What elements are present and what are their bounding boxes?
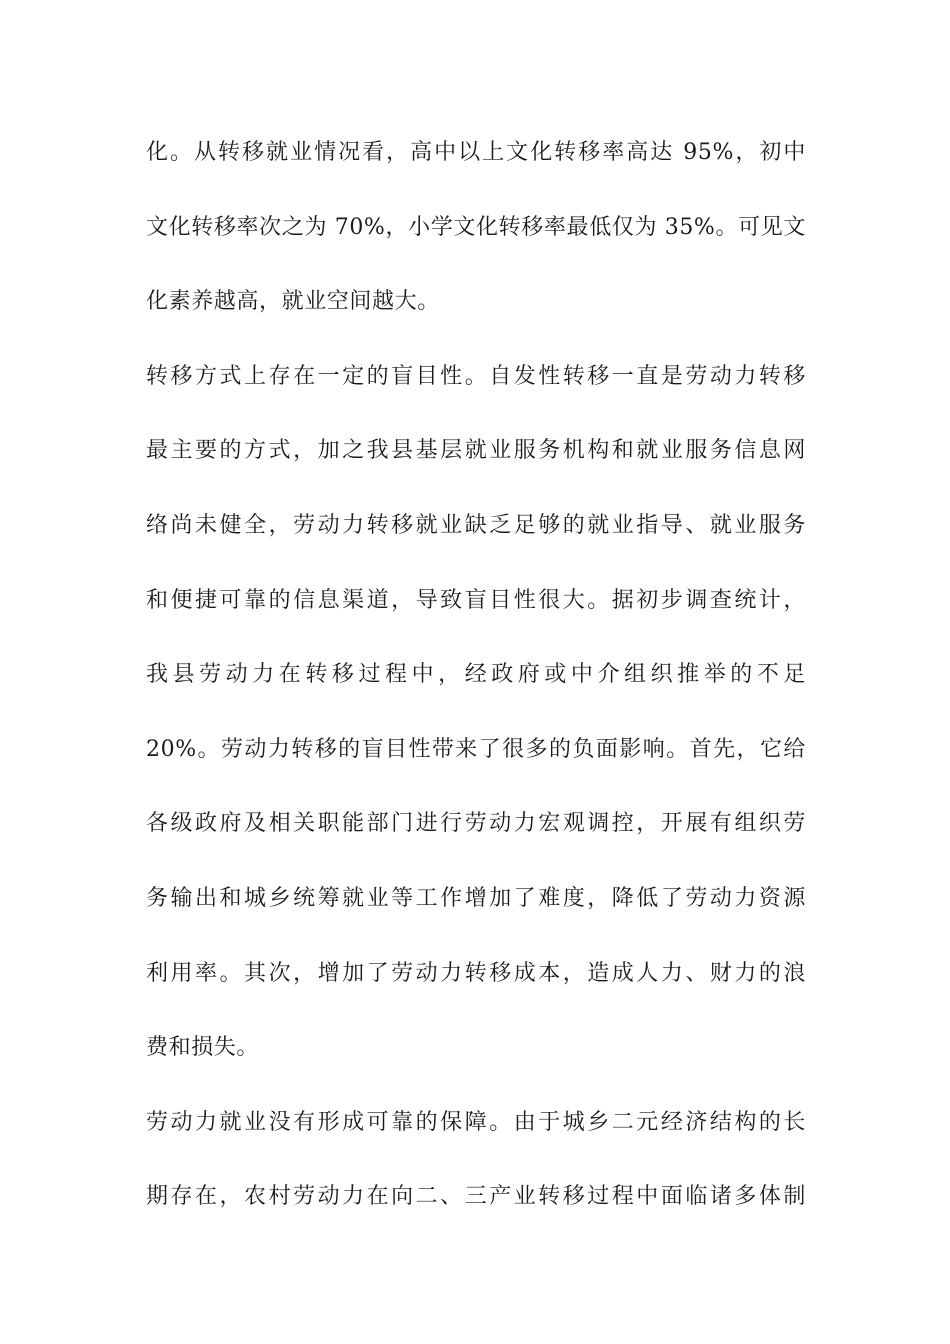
text-line: 和便捷可靠的信息渠道，导致盲目性很大。据初步调查统计， <box>146 587 806 613</box>
text-line: 我县劳动力在转移过程中，经政府或中介组织推举的不足 <box>146 662 806 688</box>
text-line: 费和损失。 <box>146 1035 260 1061</box>
text-line: 络尚未健全，劳动力转移就业缺乏足够的就业指导、就业服务 <box>146 512 806 538</box>
text-line: 各级政府及相关职能部门进行劳动力宏观调控，开展有组织劳 <box>146 811 806 837</box>
text-line: 务输出和城乡统筹就业等工作增加了难度，降低了劳动力资源 <box>146 885 806 911</box>
text-line: 期存在，农村劳动力在向二、三产业转移过程中面临诸多体制 <box>146 1184 806 1210</box>
text-line: 20%。劳动力转移的盲目性带来了很多的负面影响。首先，它给 <box>146 736 806 762</box>
text-line: 转移方式上存在一定的盲目性。自发性转移一直是劳动力转移 <box>146 363 806 389</box>
body-text <box>146 129 806 1248</box>
text-line: 化素养越高，就业空间越大。 <box>146 289 440 315</box>
text-line: 最主要的方式，加之我县基层就业服务机构和就业服务信息网 <box>146 438 806 464</box>
text-line: 利用率。其次，增加了劳动力转移成本，造成人力、财力的浪 <box>146 960 806 986</box>
text-line: 化。从转移就业情况看，高中以上文化转移率高达 95%，初中 <box>146 140 806 165</box>
text-line: 文化转移率次之为 70%，小学文化转移率最低仅为 35%。可见文 <box>146 214 806 240</box>
text-line: 劳动力就业没有形成可靠的保障。由于城乡二元经济结构的长 <box>146 1109 806 1135</box>
